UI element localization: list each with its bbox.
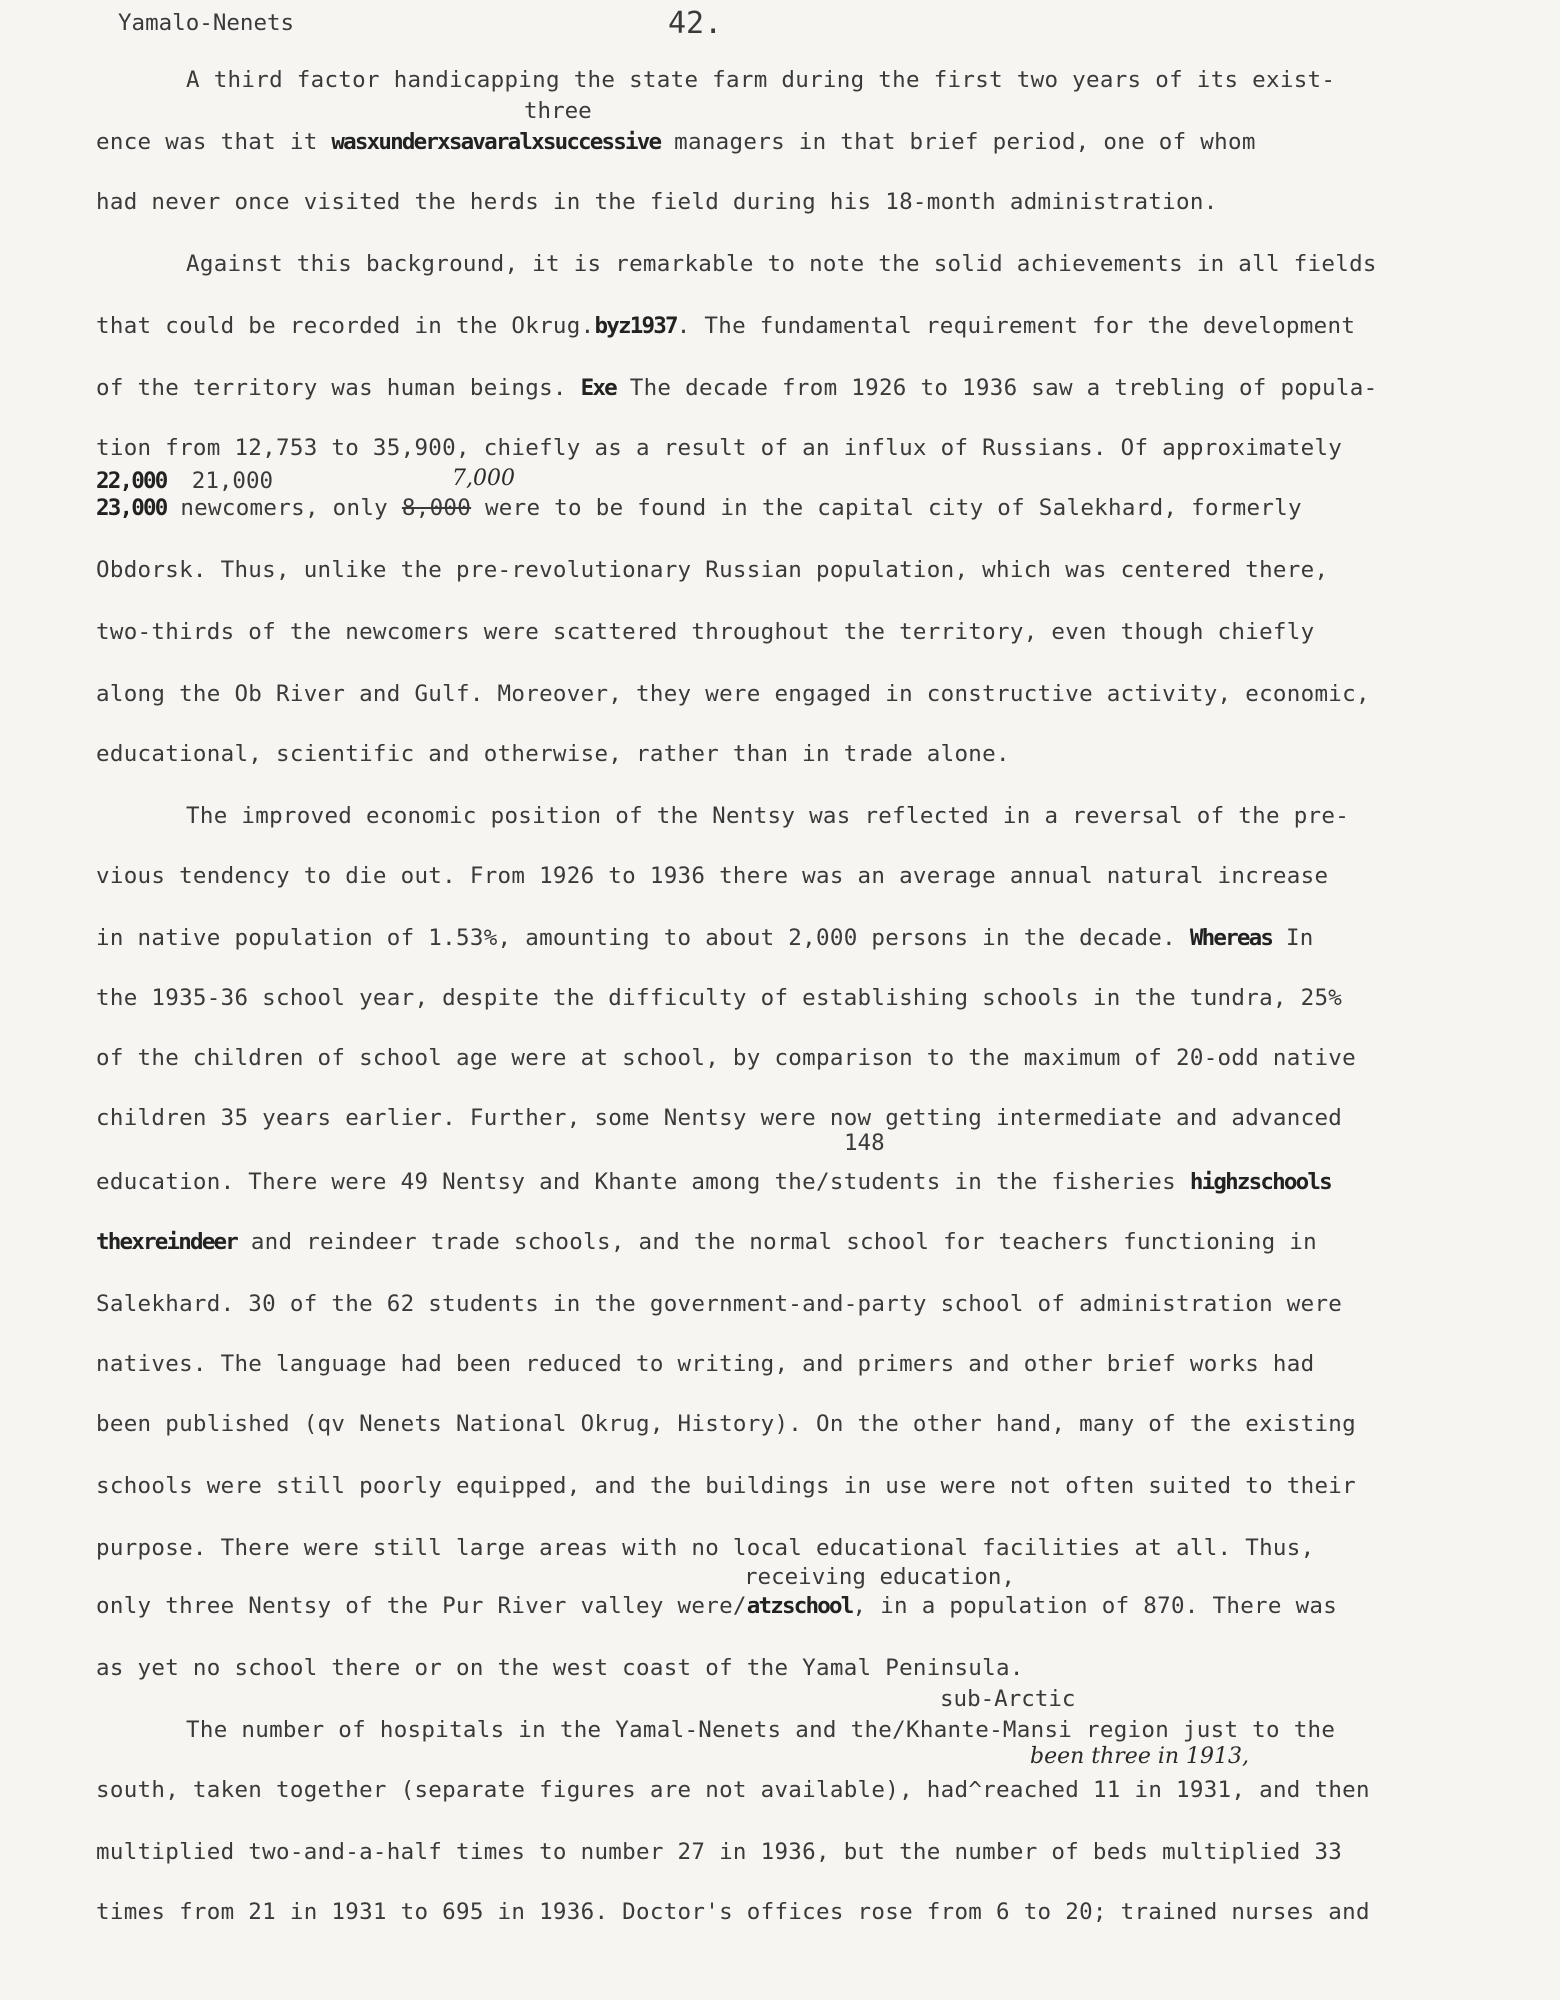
- insertion-text: receiving education,: [744, 1564, 1015, 1590]
- line-text: had never once visited the herds in the field during his 18-month administration.: [96, 189, 1218, 215]
- text-line: [0, 1472, 1560, 1500]
- insertion-text: 21,000: [191, 468, 274, 494]
- line-text: of the territory was human beings.: [96, 375, 581, 401]
- line-text: been published (qv Nenets National Okrug, History). On the other hand, many of the existing: [96, 1411, 1356, 1437]
- line-text: of the children of school age were at school, by comparison to the maximum of 20-odd native: [96, 1045, 1356, 1071]
- text-line: [0, 680, 1560, 708]
- line-text: multiplied two-and-a-half times to number 27 in 1936, but the number of beds multiplied 33: [96, 1839, 1343, 1865]
- line-text: and reindeer trade schools, and the normal school for teachers functioning in: [236, 1229, 1317, 1255]
- line-text: The improved economic position of the Nentsy was reflected in a reversal of the pre-: [186, 803, 1350, 829]
- text-line: [0, 1534, 1560, 1562]
- insertion-text: sub-Arctic: [940, 1686, 1076, 1712]
- line-text: natives. The language had been reduced to writing, and primers and other brief works had: [96, 1351, 1315, 1377]
- line-text: In: [1272, 925, 1314, 951]
- line-text: reached 11 in 1931, and then: [982, 1777, 1370, 1803]
- line-text: Obdorsk. Thus, unlike the pre-revolutionary Russian population, which was centered there,: [96, 557, 1329, 583]
- line-text: Salekhard. 30 of the 62 students in the government-and-party school of administration were: [96, 1291, 1343, 1317]
- text-line: [0, 1838, 1560, 1866]
- line-text: purpose. There were still large areas with no local educational facilities at all. Thus,: [96, 1535, 1315, 1561]
- text-line: [0, 1350, 1560, 1378]
- insertion-text: 148: [844, 1130, 885, 1156]
- x-out-text: byz1937: [594, 313, 677, 339]
- text-line: [0, 1290, 1560, 1318]
- text-line: [0, 740, 1560, 768]
- line-text: along the Ob River and Gulf. Moreover, they were engaged in constructive activity, economic,: [96, 681, 1370, 707]
- x-out-text: thexreindeer: [96, 1229, 237, 1255]
- text-line: [0, 1776, 1560, 1804]
- line-text: that could be recorded in the Okrug.: [96, 313, 595, 339]
- typed-insertion: [940, 1686, 1075, 1712]
- text-line: [0, 312, 1560, 340]
- text-line: [0, 434, 1560, 462]
- line-text: newcomers, only: [166, 495, 402, 521]
- text-line: [0, 374, 1560, 402]
- x-out-text: Exe: [580, 375, 616, 401]
- text-line: [0, 1410, 1560, 1438]
- line-text: . The fundamental requirement for the development: [676, 313, 1356, 339]
- handwritten-note: 7,000: [452, 466, 515, 491]
- line-text: educational, scientific and otherwise, rather than in trade alone.: [96, 741, 1010, 767]
- text-line: [0, 66, 1560, 94]
- line-text: children 35 years earlier. Further, some Nentsy were now getting intermediate and advanced: [96, 1105, 1343, 1131]
- text-line: [0, 862, 1560, 890]
- line-text: tion from 12,753 to 35,900, chiefly as a result of an influx of Russians. Of approximately: [96, 435, 1343, 461]
- line-text: Against this background, it is remarkable to note the solid achievements in all fields: [186, 251, 1377, 277]
- typed-insertion: [524, 98, 592, 124]
- line-text: as yet no school there or on the west coast of the Yamal Peninsula.: [96, 1655, 1024, 1681]
- running-title: Yamalo-Nenets: [118, 10, 295, 36]
- handwritten-note: been three in 1913,: [1030, 1744, 1250, 1769]
- line-text: managers in that brief period, one of whom: [660, 129, 1256, 155]
- text-line: [0, 556, 1560, 584]
- struck-text: 8,000: [401, 495, 472, 521]
- typed-insertion: [844, 1130, 885, 1156]
- line-text: only three Nentsy of the Pur River valley were/: [96, 1593, 747, 1619]
- line-text: schools were still poorly equipped, and the buildings in use were not often suited to their: [96, 1473, 1356, 1499]
- text-line: [0, 1228, 1560, 1256]
- text-line: [0, 802, 1560, 830]
- line-text: The decade from 1926 to 1936 saw a trebling of popula-: [615, 375, 1378, 401]
- x-out-text: 22,000: [96, 468, 179, 494]
- x-out-text: highzschools: [1189, 1169, 1331, 1195]
- text-line: [0, 1044, 1560, 1072]
- line-text: were to be found in the capital city of Salekhard, formerly: [471, 495, 1302, 521]
- text-line: [0, 1898, 1560, 1926]
- line-text: two-thirds of the newcomers were scattered throughout the territory, even though chiefly: [96, 619, 1315, 645]
- line-text: ^: [968, 1777, 983, 1803]
- text-line: [0, 618, 1560, 646]
- text-line: [0, 924, 1560, 952]
- x-out-text: 23,000: [96, 495, 167, 521]
- line-text: times from 21 in 1931 to 695 in 1936. Doctor's offices rose from 6 to 20; trained nurses and: [96, 1899, 1370, 1925]
- x-out-text: wasxunderxsavaralxsuccessive: [331, 129, 661, 155]
- text-line: [0, 984, 1560, 1012]
- text-line: [0, 1716, 1560, 1744]
- text-line: [0, 1592, 1560, 1620]
- typed-insertion: [744, 1564, 1015, 1590]
- text-line: [0, 1104, 1560, 1132]
- line-text: education. There were 49 Nentsy and Khante among the/students in the fisheries: [96, 1169, 1190, 1195]
- text-line: [0, 1654, 1560, 1682]
- line-text: vious tendency to die out. From 1926 to 1936 there was an average annual natural increase: [96, 863, 1329, 889]
- line-text: ence was that it: [96, 129, 332, 155]
- text-line: [0, 1168, 1560, 1196]
- text-line: [0, 128, 1560, 156]
- insertion-text: three: [524, 98, 592, 124]
- text-line: [0, 250, 1560, 278]
- line-text: in native population of 1.53%, amounting to about 2,000 persons in the decade.: [96, 925, 1190, 951]
- line-text: , in a population of 870. There was: [852, 1593, 1338, 1619]
- text-line: [0, 494, 1560, 522]
- line-text: the 1935-36 school year, despite the difficulty of establishing schools in the tundra, 25%: [96, 985, 1343, 1011]
- typed-insertion: [96, 468, 273, 494]
- text-line: [0, 188, 1560, 216]
- line-text: A third factor handicapping the state farm during the first two years of its exist-: [186, 67, 1336, 93]
- line-text: The number of hospitals in the Yamal-Nenets and the/Khante-Mansi region just to the: [186, 1717, 1336, 1743]
- x-out-text: atzschool: [746, 1593, 853, 1619]
- x-out-text: Whereas: [1189, 925, 1273, 951]
- line-text: south, taken together (separate figures are not available), had: [96, 1777, 969, 1803]
- page-number: 42.: [668, 6, 723, 41]
